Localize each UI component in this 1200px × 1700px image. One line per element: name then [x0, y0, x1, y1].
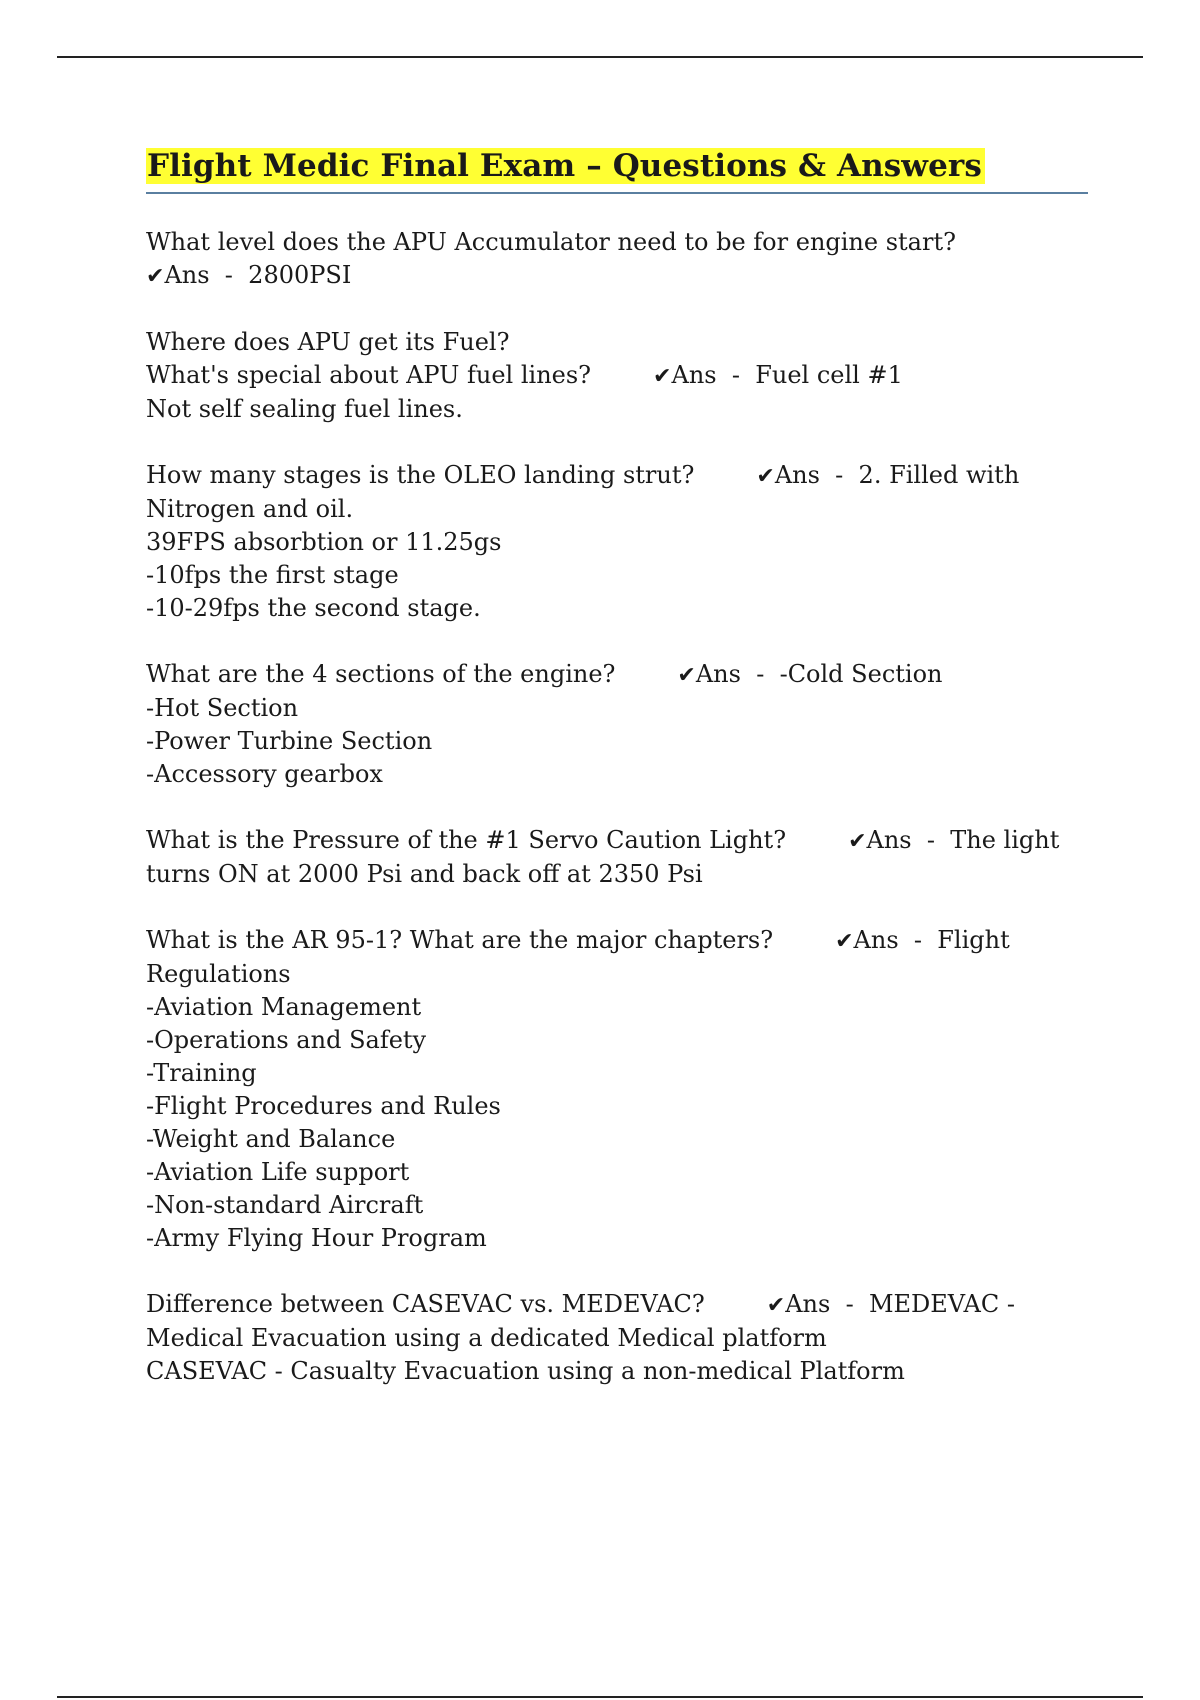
header-rule: [57, 56, 1143, 58]
question-text: What's special about APU fuel lines?: [146, 361, 592, 389]
answer-text: Fuel cell #1: [755, 361, 903, 389]
answer-continuation: Nitrogen and oil.: [146, 495, 354, 523]
answer-continuation: -Aviation Life support: [146, 1158, 410, 1186]
checkmark-icon: ✔: [756, 464, 775, 489]
document-title-text: Flight Medic Final Exam – Questions & Answers: [146, 148, 985, 184]
question-answer-line: [146, 824, 1088, 858]
answer-continuation: 39FPS absorbtion or 11.25gs: [146, 528, 502, 556]
answer-continuation: -Weight and Balance: [146, 1125, 396, 1153]
question-text: How many stages is the OLEO landing strut?: [146, 461, 695, 489]
answer-continuation: -Power Turbine Section: [146, 727, 433, 755]
qa-item: [146, 924, 1088, 1255]
answer-continuation: -Army Flying Hour Program: [146, 1224, 487, 1252]
question-answer-line: [146, 1288, 1088, 1322]
answer-continuation: -Aviation Management: [146, 993, 422, 1021]
answer-label: Ans -: [164, 261, 249, 289]
checkmark-icon: ✔: [835, 929, 854, 954]
question-text: What is the Pressure of the #1 Servo Caution Light?: [146, 826, 787, 854]
answer-continuation: Not self sealing fuel lines.: [146, 395, 463, 423]
answer-text: 2. Filled with: [858, 461, 1020, 489]
question-text: What is the AR 95-1? What are the major chapters?: [146, 926, 774, 954]
answer-continuation: -10fps the first stage: [146, 561, 399, 589]
answer-label: Ans -: [785, 1290, 869, 1318]
answer-label: Ans -: [774, 461, 859, 489]
answer-line: [146, 259, 1088, 293]
answer-label: Ans -: [866, 826, 951, 854]
answer-continuation: CASEVAC - Casualty Evacuation using a non-medical Platform: [146, 1357, 905, 1385]
answer-continuation: Medical Evacuation using a dedicated Medical platform: [146, 1324, 827, 1352]
checkmark-icon: ✔: [146, 264, 165, 289]
qa-item: [146, 1288, 1088, 1388]
qa-item: [146, 459, 1088, 625]
answer-text: The light: [950, 826, 1060, 854]
answer-continuation: -10-29fps the second stage.: [146, 594, 481, 622]
checkmark-icon: ✔: [653, 364, 672, 389]
qa-item: [146, 226, 1088, 293]
answer-continuation: -Flight Procedures and Rules: [146, 1092, 501, 1120]
question-answer-line: [146, 924, 1088, 958]
answer-continuation: -Operations and Safety: [146, 1026, 427, 1054]
answer-text: Flight: [937, 926, 1010, 954]
qa-list: [146, 226, 1088, 1388]
question-text: Where does APU get its Fuel?: [146, 328, 510, 356]
answer-continuation: Regulations: [146, 960, 291, 988]
document-body: [146, 144, 1088, 1421]
answer-continuation: turns ON at 2000 Psi and back off at 2350 Psi: [146, 860, 703, 888]
title-underline: [146, 192, 1088, 194]
checkmark-icon: ✔: [848, 829, 867, 854]
answer-label: Ans -: [853, 926, 938, 954]
answer-continuation: -Training: [146, 1059, 257, 1087]
question-answer-line: [146, 359, 1088, 393]
answer-continuation: -Non-standard Aircraft: [146, 1191, 424, 1219]
checkmark-icon: ✔: [677, 663, 696, 688]
qa-item: [146, 326, 1088, 426]
qa-item: [146, 824, 1088, 891]
question-answer-line: [146, 459, 1088, 493]
qa-item: [146, 658, 1088, 791]
answer-label: Ans -: [671, 361, 756, 389]
question-text: What are the 4 sections of the engine?: [146, 660, 616, 688]
answer-text: MEDEVAC -: [868, 1290, 1015, 1318]
answer-text: 2800PSI: [248, 261, 352, 289]
question-text: Difference between CASEVAC vs. MEDEVAC?: [146, 1290, 705, 1318]
question-text: What level does the APU Accumulator need to be for engine start?: [146, 228, 956, 256]
answer-text: -Cold Section: [779, 660, 943, 688]
checkmark-icon: ✔: [766, 1293, 786, 1318]
document-title: [146, 144, 1088, 188]
answer-label: Ans -: [695, 660, 780, 688]
footer-rule: [57, 1696, 1143, 1698]
answer-continuation: -Hot Section: [146, 694, 299, 722]
question-answer-line: [146, 658, 1088, 692]
answer-continuation: -Accessory gearbox: [146, 760, 383, 788]
